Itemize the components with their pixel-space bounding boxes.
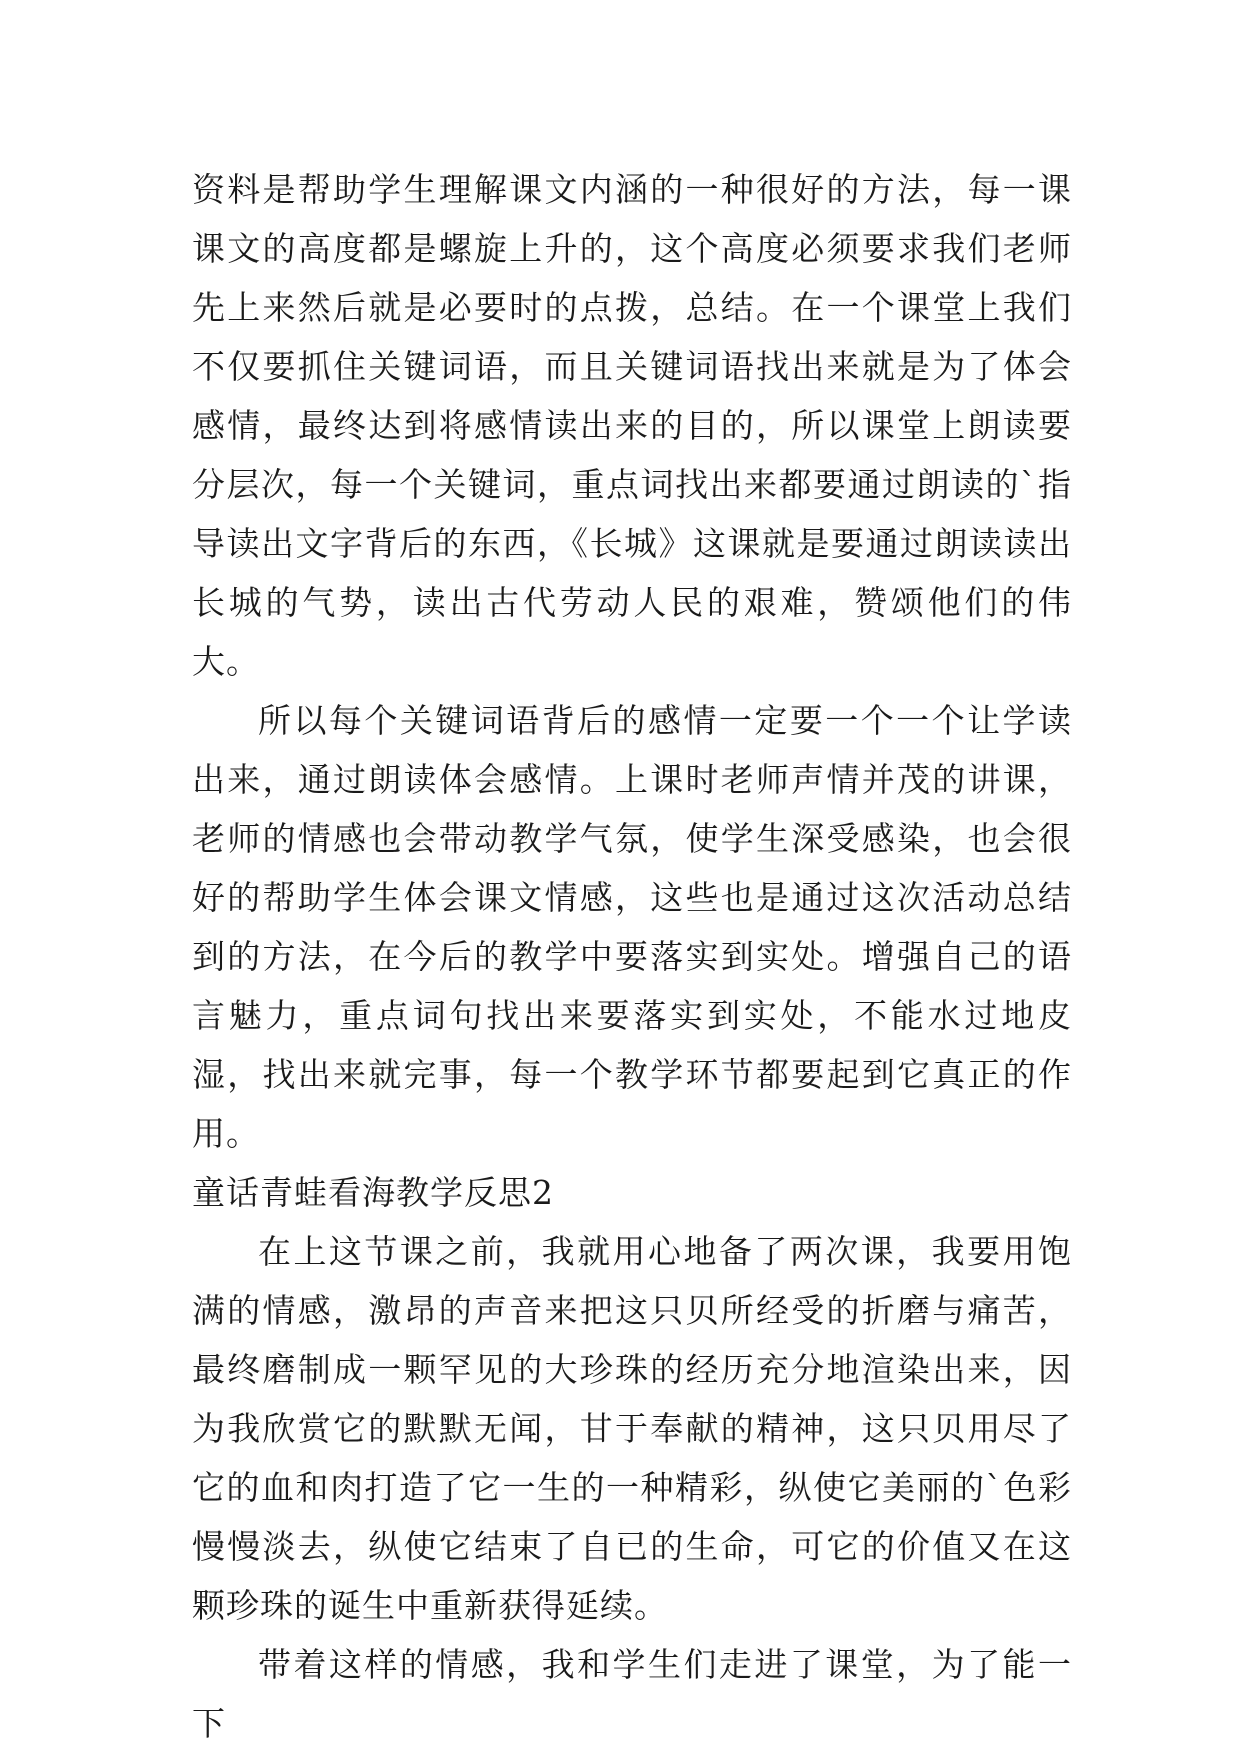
document-body (192, 160, 1072, 1753)
paragraph: 所以每个关键词语背后的感情一定要一个一个让学读出来，通过朗读体会感情。上课时老师声情并茂的讲课，老师的情感也会带动教学气氛，使学生深受感染，也会很好的帮助学生体会课文情感，这些也是通过这次活动总结到的方法，在今后的教学中要落实到实处。增强自己的语言魅力，重点词句找出来要落实到实处，不能水过地皮湿，找出来就完事，每一个教学环节都要起到它真正的作用。 (192, 701, 1072, 1153)
paragraph: 带着这样的情感，我和学生们走进了课堂，为了能一下 (192, 1645, 1072, 1743)
paragraph-continued: 资料是帮助学生理解课文内涵的一种很好的方法，每一课课文的高度都是螺旋上升的，这个高度必须要求我们老师先上来然后就是必要时的点拨，总结。在一个课堂上我们不仅要抓住关键词语，而且关键词语找出来就是为了体会感情，最终达到将感情读出来的目的，所以课堂上朗读要分层次，每一个关键词，重点词找出来都要通过朗读的`指导读出文字背后的东西，《长城》这课就是要通过朗读读出长城的气势，读出古代劳动人民的艰难，赞颂他们的伟大。 (192, 170, 1072, 681)
section-heading: 童话青蛙看海教学反思2 (192, 1173, 554, 1212)
paragraph: 在上这节课之前，我就用心地备了两次课，我要用饱满的情感，激昂的声音来把这只贝所经受的折磨与痛苦，最终磨制成一颗罕见的大珍珠的经历充分地渲染出来，因为我欣赏它的默默无闻，甘于奉献的精神，这只贝用尽了它的血和肉打造了它一生的一种精彩，纵使它美丽的`色彩慢慢淡去，纵使它结束了自已的生命，可它的价值又在这颗珍珠的诞生中重新获得延续。 (192, 1232, 1072, 1625)
